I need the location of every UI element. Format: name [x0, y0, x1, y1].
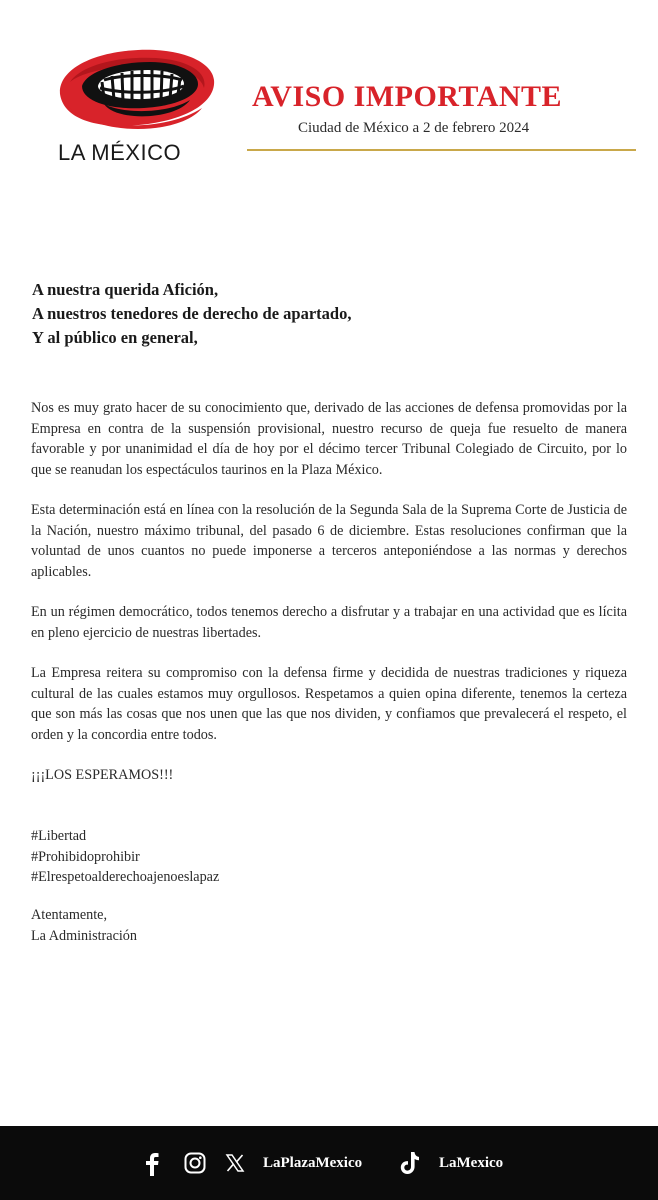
closing-call: ¡¡¡LOS ESPERAMOS!!!: [31, 767, 174, 783]
hashtag: #Elrespetoalderechoajenoeslapaz: [31, 869, 220, 885]
body-paragraph: En un régimen democrático, todos tenemos derecho a disfrutar y a trabajar en una actividad que es lícita en pleno ejercicio de nuestras libertades.: [31, 604, 627, 641]
facebook-icon: [143, 1149, 161, 1177]
lamexico-handle-link[interactable]: [439, 1126, 503, 1200]
salutation-line: Y al público en general,: [32, 328, 198, 347]
body-paragraph: Nos es muy grato hacer de su conocimiento que, derivado de las acciones de defensa promovidas por la Empresa en contra de la suspensión provisional, nuestro recurso de queja fue resuelto de manera favorable y por unanimidad el día de hoy por el décimo tercer Tribunal Colegiado de Circuito, por lo que se reanudan los espectáculos taurinos en la Plaza México.: [31, 400, 627, 478]
body-paragraph: La Empresa reitera su compromiso con la defensa firme y decidida de nuestras tradiciones y riqueza cultural de las cuales estamos muy orgullosos. Respetamos a quien opina diferente, tenemos la certeza que son más las cosas que nos unen que las que nos dividen, y confiamos que prevalecerá el respeto, el orden y la concordia entre todos.: [31, 665, 627, 743]
salutations: [32, 278, 632, 350]
hashtags: [31, 826, 219, 888]
notice-title: AVISO IMPORTANTE: [252, 80, 563, 113]
signoff-closing: Atentamente,: [31, 907, 108, 923]
salutation-line: A nuestra querida Afición,: [32, 280, 219, 299]
tiktok-link[interactable]: [400, 1126, 420, 1200]
laplazamexico-handle-link[interactable]: [263, 1126, 362, 1200]
la-mexico-logo: [48, 42, 223, 172]
x-icon: [225, 1153, 245, 1173]
signoff: [31, 905, 137, 946]
handle-lamexico: LaMexico: [439, 1154, 504, 1171]
instagram-link[interactable]: [184, 1126, 206, 1200]
logo-wordmark: LA MÉXICO: [58, 140, 182, 165]
instagram-icon: [184, 1152, 206, 1174]
x-link[interactable]: [225, 1126, 245, 1200]
bullring-logo-icon: [52, 42, 220, 142]
facebook-link[interactable]: [143, 1126, 161, 1200]
hashtag: #Prohibidoprohibir: [31, 848, 140, 865]
handle-laplazamexico: LaPlazaMexico: [263, 1154, 363, 1171]
social-footer: [0, 1126, 658, 1200]
body-paragraph: Esta determinación está en línea con la resolución de la Segunda Sala de la Suprema Corte de Justicia de la Nación, nuestro máximo tribunal, del pasado 6 de diciembre. Estas resoluciones confirman que la voluntad de unos cuantos no puede imponerse a terceros anteponiéndose a las normas y derechos aplicables.: [31, 502, 627, 580]
signoff-signer: La Administración: [31, 927, 137, 944]
notice-body: [31, 398, 627, 806]
header-divider: [247, 149, 636, 151]
tiktok-icon: [400, 1151, 420, 1175]
hashtag: #Libertad: [31, 828, 87, 844]
salutation-line: A nuestros tenedores de derecho de apartado,: [32, 304, 352, 323]
place-date: Ciudad de México a 2 de febrero 2024: [298, 120, 530, 136]
